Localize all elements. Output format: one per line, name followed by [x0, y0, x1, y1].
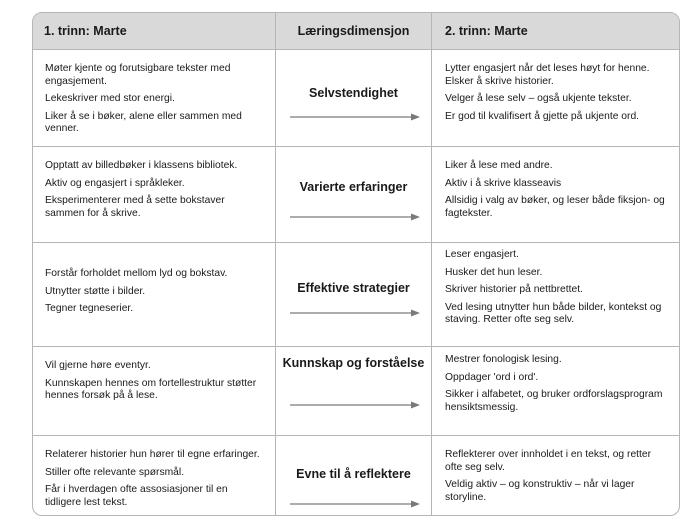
dimension-label: Evne til å reflektere — [296, 467, 411, 481]
grade1-item: Utnytter støtte i bilder. — [45, 285, 146, 297]
grade1-item: Tegner tegneserier. — [45, 303, 134, 314]
dimension-cell — [275, 436, 432, 516]
grade2-list — [432, 354, 679, 419]
grade2-item: Allsidig i valg av bøker, og leser både fiksjon- og fagtekster. — [445, 195, 665, 219]
header-grade1: 1. trinn: Marte — [44, 24, 127, 38]
grade1-cell — [33, 50, 275, 146]
grade1-list — [33, 160, 275, 225]
grade1-item: Opptatt av billedbøker i klassens bibliotek. — [45, 160, 238, 171]
dimension-cell — [275, 50, 432, 146]
grade1-item: Forstår forholdet mellom lyd og bokstav. — [45, 268, 228, 279]
table-row — [33, 49, 679, 146]
grade2-cell — [432, 347, 679, 435]
header-grade2: 2. trinn: Marte — [445, 24, 528, 38]
grade2-cell — [432, 243, 679, 346]
dimension-label: Kunnskap og forståelse — [282, 356, 425, 370]
grade2-item: Veldig aktiv – og konstruktiv – når vi lager storyline. — [445, 479, 635, 503]
dimension-cell — [275, 243, 432, 346]
right-arrow-icon — [290, 112, 420, 122]
table-row — [33, 242, 679, 346]
comparison-table — [32, 12, 680, 516]
table-header — [33, 13, 679, 49]
table-row — [33, 146, 679, 242]
right-arrow-icon — [290, 308, 420, 318]
grade1-item: Lekeskriver med stor energi. — [45, 93, 175, 104]
grade2-cell — [432, 436, 679, 516]
grade2-item: Lytter engasjert når det leses høyt for henne. Elsker å skrive historier. — [445, 63, 650, 87]
grade1-item: Vil gjerne høre eventyr. — [45, 360, 151, 371]
grade2-item: Oppdager 'ord i ord'. — [445, 371, 539, 383]
grade1-item: Eksperimenterer med å sette bokstaver sammen for å skrive. — [45, 195, 225, 219]
grade1-item: Aktiv og engasjert i språkleker. — [45, 177, 185, 189]
grade2-item: Reflekterer over innholdet i en tekst, og retter ofte seg selv. — [445, 449, 652, 473]
grade2-list — [432, 160, 679, 225]
table-row — [33, 435, 679, 516]
grade1-list — [33, 360, 275, 408]
dimension-label: Selvstendighet — [309, 86, 398, 100]
grade2-item: Leser engasjert. — [445, 249, 519, 260]
grade2-cell — [432, 50, 679, 146]
grade2-item: Aktiv i å skrive klasseavis — [445, 177, 562, 189]
grade2-item: Ved lesing utnytter hun både bilder, kontekst og staving. Retter ofte seg selv. — [445, 301, 662, 325]
grade1-item: Kunnskapen hennes om fortellestruktur støtter hennes forsøk på å lese. — [45, 377, 257, 401]
right-arrow-icon — [290, 400, 420, 410]
grade1-cell — [33, 436, 275, 516]
grade2-item: Er god til kvalifisert å gjette på ukjente ord. — [445, 110, 640, 122]
grade1-item: Møter kjente og forutsigbare tekster med engasjement. — [45, 63, 231, 87]
grade1-list — [33, 449, 275, 514]
grade1-item: Stiller ofte relevante spørsmål. — [45, 466, 185, 478]
grade2-list — [432, 63, 679, 128]
right-arrow-icon — [290, 212, 420, 222]
grade1-item: Liker å se i bøker, alene eller sammen med venner. — [45, 110, 242, 134]
grade1-cell — [33, 147, 275, 242]
grade2-list — [432, 249, 679, 332]
grade2-item: Husker det hun leser. — [445, 266, 543, 278]
grade2-cell — [432, 147, 679, 242]
dimension-cell — [275, 347, 432, 435]
grade2-item: Liker å lese med andre. — [445, 160, 553, 171]
right-arrow-icon — [290, 499, 420, 509]
grade2-item: Mestrer fonologisk lesing. — [445, 354, 562, 365]
grade1-cell — [33, 347, 275, 435]
dimension-cell — [275, 147, 432, 242]
dimension-label: Varierte erfaringer — [299, 180, 408, 194]
grade1-list — [33, 268, 275, 321]
grade1-cell — [33, 243, 275, 346]
grade1-item: Relaterer historier hun hører til egne erfaringer. — [45, 449, 260, 460]
table-row — [33, 346, 679, 435]
grade2-item: Velger å lese selv – også ukjente tekster. — [445, 93, 632, 104]
grade2-list — [432, 449, 679, 509]
grade1-item: Får i hverdagen ofte assosiasjoner til en tidligere lest tekst. — [45, 484, 228, 508]
grade2-item: Sikker i alfabetet, og bruker ordforslagsprogram hensiktsmessig. — [445, 389, 663, 413]
grade2-item: Skriver historier på nettbrettet. — [445, 284, 583, 295]
grade1-list — [33, 63, 275, 141]
dimension-label: Effektive strategier — [297, 281, 410, 295]
header-dimension: Læringsdimensjon — [275, 13, 432, 49]
